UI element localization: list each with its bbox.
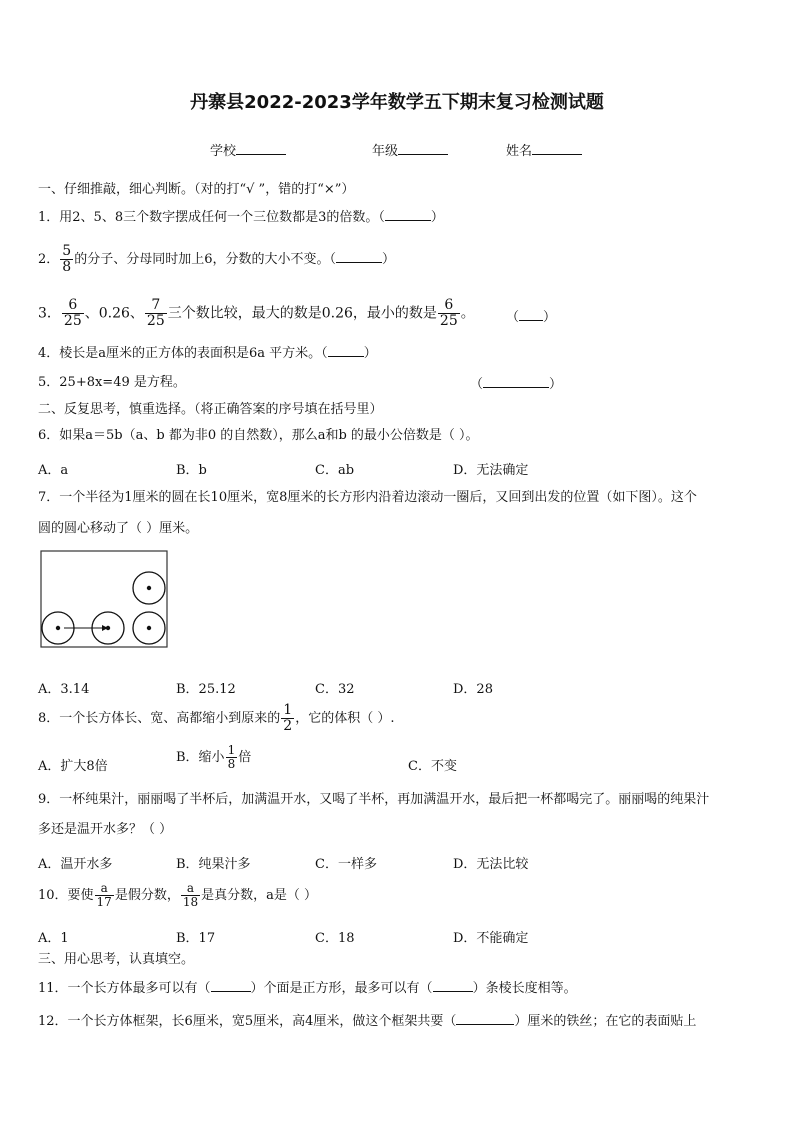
denominator: 8 bbox=[62, 259, 72, 275]
fraction-a-18 bbox=[181, 882, 200, 909]
question-10-text: 是真分数，a是（ ） bbox=[201, 888, 318, 903]
question-11-text: ）个面是正方形，最多可以有（ bbox=[250, 981, 433, 996]
paren-open: （ bbox=[506, 310, 520, 325]
denominator: 25 bbox=[439, 313, 458, 329]
period: 。 bbox=[460, 305, 475, 322]
answer-blank-3[interactable] bbox=[519, 308, 543, 321]
question-1 bbox=[38, 208, 444, 226]
section-2-heading: 二、反复思考，慎重选择。（将正确答案的序号填在括号里） bbox=[38, 402, 383, 417]
option-c[interactable]: C．一样多 bbox=[315, 857, 377, 872]
question-number: 3． bbox=[38, 305, 61, 322]
option-c[interactable]: C．18 bbox=[315, 931, 355, 946]
answer-blank-12[interactable] bbox=[456, 1012, 514, 1025]
option-a[interactable]: A．3.14 bbox=[38, 682, 90, 697]
rectangle-frame bbox=[41, 551, 167, 647]
answer-blank-11a[interactable] bbox=[211, 979, 251, 992]
rolling-circle-diagram bbox=[40, 550, 170, 650]
question-8-text: 8．一个长方体长、宽、高都缩小到原来的 bbox=[38, 711, 281, 726]
question-12 bbox=[38, 1012, 696, 1030]
fraction-6-25 bbox=[438, 298, 460, 329]
question-10-text: 10．要使 bbox=[38, 888, 94, 903]
option-c[interactable]: C．ab bbox=[315, 463, 355, 478]
option-b[interactable]: B．25.12 bbox=[176, 682, 236, 697]
question-3-text: 三个数比较，最大的数是0.26，最小的数是 bbox=[167, 305, 437, 322]
question-8 bbox=[38, 703, 394, 734]
center-dot bbox=[147, 626, 151, 630]
grade-field bbox=[372, 142, 448, 160]
option-d[interactable]: D．28 bbox=[453, 682, 493, 697]
numerator: a bbox=[186, 881, 195, 895]
question-6: 6．如果a＝5b（a、b 都为非0 的自然数），那么a和b 的最小公倍数是（ ）。 bbox=[38, 428, 479, 443]
option-c[interactable]: C．32 bbox=[315, 682, 355, 697]
numerator: 5 bbox=[62, 243, 72, 259]
question-7-line-2: 圆的圆心移动了（ ）厘米。 bbox=[38, 521, 199, 536]
option-c[interactable]: C．不变 bbox=[408, 759, 457, 774]
answer-blank-5[interactable] bbox=[483, 375, 549, 388]
option-a[interactable]: A．a bbox=[38, 463, 69, 478]
numerator: 1 bbox=[227, 743, 236, 757]
fraction-a-17 bbox=[95, 882, 114, 909]
question-5: 5．25+8x=49 是方程。 bbox=[38, 375, 186, 390]
question-4 bbox=[38, 344, 377, 362]
question-8-text: ，它的体积（ ）. bbox=[295, 711, 395, 726]
question-11-text: 11．一个长方体最多可以有（ bbox=[38, 981, 211, 996]
numerator: 6 bbox=[444, 297, 454, 313]
question-9-line-2: 多还是温开水多？（ ） bbox=[38, 822, 173, 837]
option-b[interactable] bbox=[176, 744, 251, 771]
option-d[interactable]: D．不能确定 bbox=[453, 931, 529, 946]
option-d[interactable]: D．无法比较 bbox=[453, 857, 529, 872]
school-blank[interactable] bbox=[236, 142, 286, 155]
option-b-text: B．缩小 bbox=[176, 750, 225, 765]
option-a[interactable]: A．1 bbox=[38, 931, 69, 946]
fraction-6-25 bbox=[62, 298, 84, 329]
numerator: 1 bbox=[283, 702, 293, 718]
option-b[interactable]: B．纯果汁多 bbox=[176, 857, 251, 872]
grade-blank[interactable] bbox=[398, 142, 448, 155]
question-12-text: ）厘米的铁丝；在它的表面贴上 bbox=[514, 1014, 697, 1029]
question-11-text: ）条棱长度相等。 bbox=[472, 981, 577, 996]
question-3 bbox=[38, 298, 475, 329]
center-dot bbox=[106, 626, 110, 630]
question-10 bbox=[38, 882, 317, 909]
denominator: 25 bbox=[146, 313, 165, 329]
denominator: 17 bbox=[96, 895, 112, 909]
name-blank[interactable] bbox=[532, 142, 582, 155]
paren-close: ） bbox=[549, 377, 563, 392]
question-number: 2． bbox=[38, 252, 60, 267]
question-7-line-1: 7．一个半径为1厘米的圆在长10厘米，宽8厘米的长方形内沿着边滚动一圈后，又回到出发的位置（如下图）。这个 bbox=[38, 490, 697, 505]
option-d[interactable]: D．无法确定 bbox=[453, 463, 529, 478]
question-2 bbox=[38, 244, 395, 275]
school-field bbox=[210, 142, 286, 160]
question-1-text: 1．用2、5、8三个数字摆成任何一个三位数都是3的倍数。（ bbox=[38, 210, 385, 225]
paren-open: （ bbox=[470, 377, 484, 392]
question-11 bbox=[38, 979, 577, 997]
numerator: 7 bbox=[151, 297, 161, 313]
center-dot bbox=[147, 586, 151, 590]
denominator: 18 bbox=[182, 895, 199, 909]
question-9-line-1: 9．一杯纯果汁，丽丽喝了半杯后，加满温开水，又喝了半杯，再加满温开水，最后把一杯都喝完了。丽丽喝的纯果汁 bbox=[38, 792, 710, 807]
answer-blank-1[interactable] bbox=[385, 208, 431, 221]
option-a[interactable]: A．扩大8倍 bbox=[38, 759, 108, 774]
paren-close: ） bbox=[363, 346, 377, 361]
option-b[interactable]: B．b bbox=[176, 463, 207, 478]
question-2-text: 的分子、分母同时加上6，分数的大小不变。（ bbox=[74, 252, 336, 267]
fraction-7-25 bbox=[145, 298, 167, 329]
paren-close: ） bbox=[430, 210, 444, 225]
denominator: 2 bbox=[283, 718, 293, 734]
grade-label: 年级 bbox=[372, 144, 399, 159]
page-title: 丹寨县2022-2023学年数学五下期末复习检测试题 bbox=[190, 92, 604, 113]
section-1-heading: 一、仔细推敲，细心判断。（对的打“√ ”，错的打“×”） bbox=[38, 182, 355, 197]
option-a[interactable]: A．温开水多 bbox=[38, 857, 113, 872]
answer-paren-5 bbox=[470, 375, 562, 393]
center-dot bbox=[56, 626, 60, 630]
denominator: 25 bbox=[63, 313, 82, 329]
answer-paren-3 bbox=[506, 308, 556, 326]
name-field bbox=[506, 142, 582, 160]
paren-close: ） bbox=[543, 310, 557, 325]
numerator: a bbox=[100, 881, 108, 895]
question-3-text: 、0.26、 bbox=[84, 305, 144, 322]
option-b[interactable]: B．17 bbox=[176, 931, 216, 946]
question-10-text: 是假分数， bbox=[114, 888, 180, 903]
denominator: 8 bbox=[227, 757, 236, 771]
answer-blank-2[interactable] bbox=[336, 250, 382, 263]
paren-close: ） bbox=[381, 252, 395, 267]
fraction-5-8 bbox=[60, 244, 73, 275]
school-label: 学校 bbox=[210, 144, 237, 159]
name-label: 姓名 bbox=[506, 144, 533, 159]
fraction-1-2 bbox=[281, 703, 294, 734]
section-3-heading: 三、用心思考，认真填空。 bbox=[38, 952, 195, 967]
question-4-text: 4．棱长是a厘米的正方体的表面积是6a 平方米。（ bbox=[38, 346, 328, 361]
question-12-text: 12．一个长方体框架，长6厘米，宽5厘米，高4厘米，做这个框架共要（ bbox=[38, 1014, 457, 1029]
numerator: 6 bbox=[68, 297, 78, 313]
answer-blank-11b[interactable] bbox=[433, 979, 473, 992]
fraction-1-8 bbox=[226, 744, 238, 771]
answer-blank-4[interactable] bbox=[328, 344, 364, 357]
option-b-text: 倍 bbox=[238, 750, 252, 765]
